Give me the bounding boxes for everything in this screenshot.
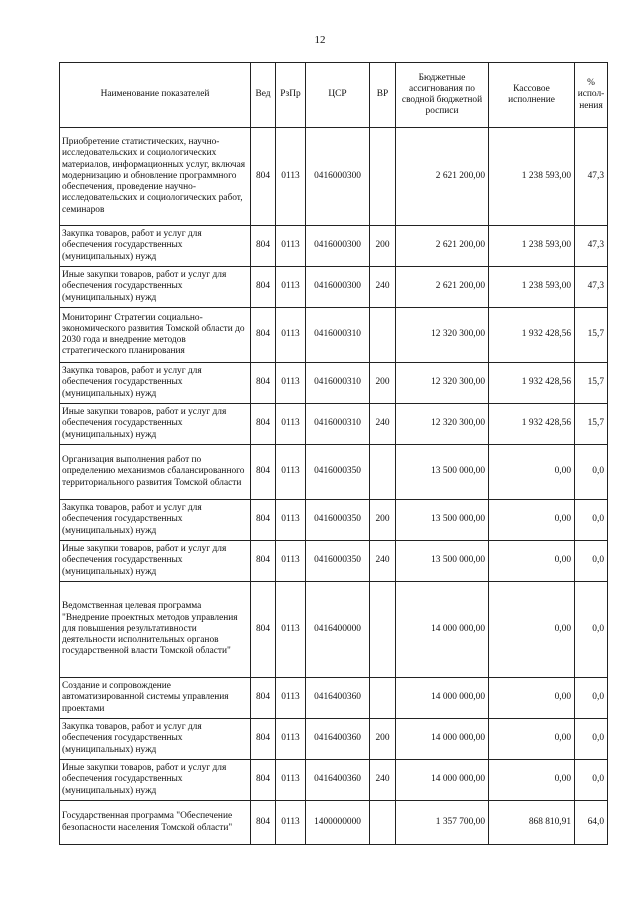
row-budget: 14 000 000,00: [396, 678, 489, 719]
row-rzpr: 0113: [276, 404, 306, 445]
row-vr: 200: [370, 719, 396, 760]
row-csr: 0416000300: [306, 128, 370, 226]
row-cash: 0,00: [489, 500, 575, 541]
row-csr: 0416000310: [306, 363, 370, 404]
row-cash: 1 932 428,56: [489, 363, 575, 404]
row-name: Приобретение статистических, научно-исследовательских и социологических материалов, информационных услуг, включая модернизацию и обновление программного обеспечения, проведение научно-исследовательских и социологических работ, семинаров: [60, 128, 251, 226]
row-pct: 15,7: [575, 308, 608, 363]
row-rzpr: 0113: [276, 267, 306, 308]
row-cash: 1 932 428,56: [489, 404, 575, 445]
header-cash: Кассовое исполнение: [489, 63, 575, 128]
row-vr: [370, 308, 396, 363]
row-rzpr: 0113: [276, 719, 306, 760]
row-ved: 804: [251, 445, 276, 500]
header-vr: ВР: [370, 63, 396, 128]
row-budget: 12 320 300,00: [396, 308, 489, 363]
row-budget: 1 357 700,00: [396, 801, 489, 845]
row-pct: 0,0: [575, 500, 608, 541]
row-rzpr: 0113: [276, 363, 306, 404]
row-csr: 0416000300: [306, 226, 370, 267]
budget-table: [59, 62, 608, 845]
row-csr: 0416000310: [306, 404, 370, 445]
row-ved: 804: [251, 363, 276, 404]
row-csr: 0416000350: [306, 500, 370, 541]
row-pct: 0,0: [575, 582, 608, 678]
row-budget: 14 000 000,00: [396, 582, 489, 678]
row-budget: 13 500 000,00: [396, 445, 489, 500]
row-cash: 0,00: [489, 678, 575, 719]
row-ved: 804: [251, 308, 276, 363]
row-rzpr: 0113: [276, 226, 306, 267]
row-ved: 804: [251, 582, 276, 678]
page-number: 12: [314, 34, 326, 46]
row-vr: [370, 128, 396, 226]
row-pct: 0,0: [575, 541, 608, 582]
row-cash: 0,00: [489, 760, 575, 801]
row-name: Закупка товаров, работ и услуг для обеспечения государственных (муниципальных) нужд: [60, 363, 251, 404]
row-cash: 1 238 593,00: [489, 226, 575, 267]
table-row: [60, 363, 608, 404]
row-name: Создание и сопровождение автоматизированной системы управления проектами: [60, 678, 251, 719]
table-row: [60, 308, 608, 363]
row-cash: 1 932 428,56: [489, 308, 575, 363]
row-cash: 1 238 593,00: [489, 267, 575, 308]
table-row: [60, 128, 608, 226]
table-row: [60, 445, 608, 500]
row-ved: 804: [251, 226, 276, 267]
row-ved: 804: [251, 541, 276, 582]
row-cash: 0,00: [489, 719, 575, 760]
row-cash: 868 810,91: [489, 801, 575, 845]
row-pct: 64,0: [575, 801, 608, 845]
row-budget: 2 621 200,00: [396, 267, 489, 308]
row-vr: [370, 445, 396, 500]
table-row: [60, 500, 608, 541]
row-vr: 200: [370, 226, 396, 267]
row-vr: 240: [370, 267, 396, 308]
header-rzpr: РзПр: [276, 63, 306, 128]
row-budget: 14 000 000,00: [396, 719, 489, 760]
row-rzpr: 0113: [276, 760, 306, 801]
row-pct: 0,0: [575, 678, 608, 719]
row-pct: 47,3: [575, 267, 608, 308]
table-row: [60, 541, 608, 582]
row-csr: 0416400360: [306, 678, 370, 719]
header-pct: % испол-нения: [575, 63, 608, 128]
row-csr: 0416400360: [306, 719, 370, 760]
row-csr: 0416000350: [306, 541, 370, 582]
row-name: Закупка товаров, работ и услуг для обеспечения государственных (муниципальных) нужд: [60, 500, 251, 541]
row-vr: 240: [370, 541, 396, 582]
row-rzpr: 0113: [276, 128, 306, 226]
row-cash: 1 238 593,00: [489, 128, 575, 226]
row-rzpr: 0113: [276, 801, 306, 845]
row-rzpr: 0113: [276, 582, 306, 678]
row-name: Мониторинг Стратегии социально-экономического развития Томской области до 2030 года и внедрение методов стратегического планирования: [60, 308, 251, 363]
table-row: [60, 404, 608, 445]
row-pct: 0,0: [575, 760, 608, 801]
table-row: [60, 267, 608, 308]
row-ved: 804: [251, 500, 276, 541]
row-csr: 1400000000: [306, 801, 370, 845]
row-name: Иные закупки товаров, работ и услуг для обеспечения государственных (муниципальных) нужд: [60, 541, 251, 582]
row-csr: 0416000310: [306, 308, 370, 363]
row-ved: 804: [251, 719, 276, 760]
row-pct: 15,7: [575, 404, 608, 445]
row-ved: 804: [251, 760, 276, 801]
row-csr: 0416400000: [306, 582, 370, 678]
row-pct: 47,3: [575, 226, 608, 267]
header-name: Наименование показателей: [60, 63, 251, 128]
row-vr: [370, 582, 396, 678]
row-ved: 804: [251, 801, 276, 845]
row-cash: 0,00: [489, 541, 575, 582]
row-name: Иные закупки товаров, работ и услуг для обеспечения государственных (муниципальных) нужд: [60, 404, 251, 445]
row-name: Иные закупки товаров, работ и услуг для обеспечения государственных (муниципальных) нужд: [60, 267, 251, 308]
row-vr: 200: [370, 363, 396, 404]
row-vr: 200: [370, 500, 396, 541]
row-rzpr: 0113: [276, 678, 306, 719]
table-row: [60, 801, 608, 845]
row-ved: 804: [251, 267, 276, 308]
row-vr: [370, 801, 396, 845]
table-row: [60, 678, 608, 719]
row-name: Ведомственная целевая программа "Внедрение проектных методов управления для повышения результативности деятельности исполнительных органов государственной власти Томской области": [60, 582, 251, 678]
row-pct: 47,3: [575, 128, 608, 226]
row-rzpr: 0113: [276, 541, 306, 582]
row-name: Иные закупки товаров, работ и услуг для обеспечения государственных (муниципальных) нужд: [60, 760, 251, 801]
header-csr: ЦСР: [306, 63, 370, 128]
row-budget: 12 320 300,00: [396, 363, 489, 404]
table-row: [60, 582, 608, 678]
table-row: [60, 760, 608, 801]
row-vr: 240: [370, 404, 396, 445]
row-name: Государственная программа "Обеспечение безопасности населения Томской области": [60, 801, 251, 845]
table-header-row: [60, 63, 608, 128]
row-csr: 0416000300: [306, 267, 370, 308]
row-budget: 14 000 000,00: [396, 760, 489, 801]
row-cash: 0,00: [489, 445, 575, 500]
row-rzpr: 0113: [276, 500, 306, 541]
table-row: [60, 719, 608, 760]
row-budget: 2 621 200,00: [396, 128, 489, 226]
row-name: Закупка товаров, работ и услуг для обеспечения государственных (муниципальных) нужд: [60, 719, 251, 760]
row-ved: 804: [251, 404, 276, 445]
row-budget: 13 500 000,00: [396, 500, 489, 541]
row-vr: 240: [370, 760, 396, 801]
header-ved: Вед: [251, 63, 276, 128]
row-pct: 15,7: [575, 363, 608, 404]
row-ved: 804: [251, 678, 276, 719]
row-budget: 13 500 000,00: [396, 541, 489, 582]
row-budget: 12 320 300,00: [396, 404, 489, 445]
table-row: [60, 226, 608, 267]
row-rzpr: 0113: [276, 308, 306, 363]
row-ved: 804: [251, 128, 276, 226]
row-csr: 0416000350: [306, 445, 370, 500]
row-csr: 0416400360: [306, 760, 370, 801]
header-budget: Бюджетные ассигнования по сводной бюджетной росписи: [396, 63, 489, 128]
row-pct: 0,0: [575, 445, 608, 500]
row-name: Закупка товаров, работ и услуг для обеспечения государственных (муниципальных) нужд: [60, 226, 251, 267]
row-name: Организация выполнения работ по определению механизмов сбалансированного территориального развития Томской области: [60, 445, 251, 500]
row-cash: 0,00: [489, 582, 575, 678]
row-vr: [370, 678, 396, 719]
row-pct: 0,0: [575, 719, 608, 760]
row-rzpr: 0113: [276, 445, 306, 500]
row-budget: 2 621 200,00: [396, 226, 489, 267]
